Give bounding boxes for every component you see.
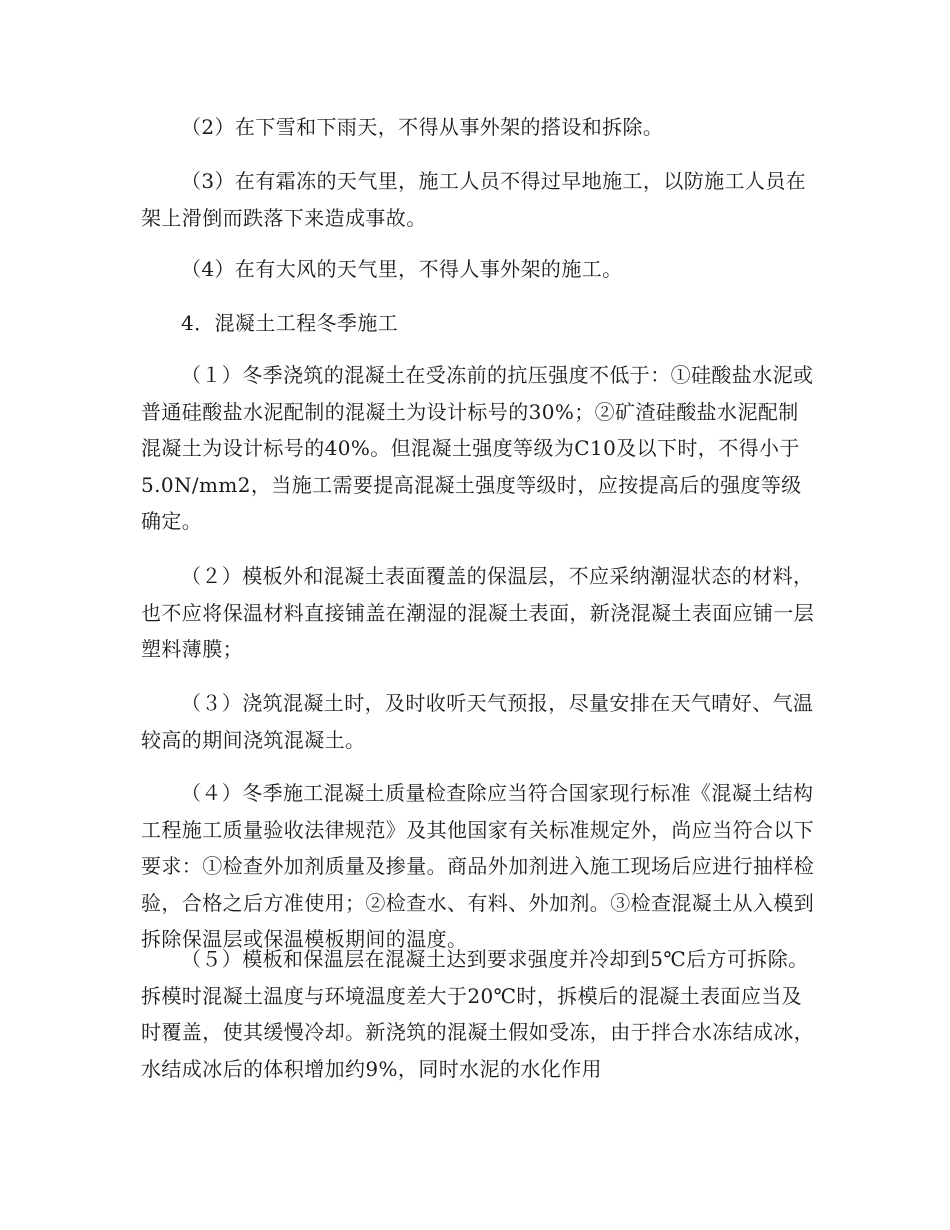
paragraph-concrete-1: （１）冬季浇筑的混凝土在受冻前的抗压强度不低于：①硅酸盐水泥或普通硅酸盐水泥配制的混凝土为设计标号的30%；②矿渣硅酸盐水泥配制混凝土为设计标号的40%。但混凝土强度等级为C10及以下时，不得小于5.0N/mm2，当施工需要提高混凝土强度等级时，应按提高后的强度等级确定。: [141, 363, 814, 533]
paragraph-2: （2）在下雪和下雨天，不得从事外架的搭设和拆除。: [181, 115, 664, 139]
paragraph-4: （4）在有大风的天气里，不得人事外架的施工。: [181, 257, 623, 281]
paragraph-concrete-4: （４）冬季施工混凝土质量检查除应当符合国家现行标准《混凝土结构工程施工质量验收法律规范》及其他国家有关标准规定外，尚应当符合以下要求：①检查外加剂质量及掺量。商品外加剂进入施工现场后应进行抽样检验，合格之后方准使用；②检查水、有料、外加剂。③检查混凝土从入模到拆除保温层或保温模板期间的温度。: [141, 781, 815, 951]
paragraph-concrete-2: （２）模板外和混凝土表面覆盖的保温层，不应采纳潮湿状态的材料，也不应将保温材料直接铺盖在潮湿的混凝土表面，新浇混凝土表面应铺一层塑料薄膜；: [141, 564, 815, 661]
paragraph-concrete-5: （５）模板和保温层在混凝土达到要求强度并冷却到5℃后方可拆除。拆模时混凝土温度与环境温度差大于20℃时，拆模后的混凝土表面应当及时覆盖，使其缓慢冷却。新浇筑的混凝土假如受冻，由于拌合水冻结成冰，水结成冰后的体积增加约9%，同时水泥的水化作用: [141, 947, 815, 1081]
paragraph-3: （3）在有霜冻的天气里，施工人员不得过早地施工，以防施工人员在架上滑倒而跌落下来造成事故。: [141, 169, 807, 230]
section-heading-4: 4．混凝土工程冬季施工: [181, 311, 399, 335]
paragraph-concrete-3: （３）浇筑混凝土时，及时收听天气预报，尽量安排在天气晴好、气温较高的期间浇筑混凝土。: [141, 691, 814, 752]
